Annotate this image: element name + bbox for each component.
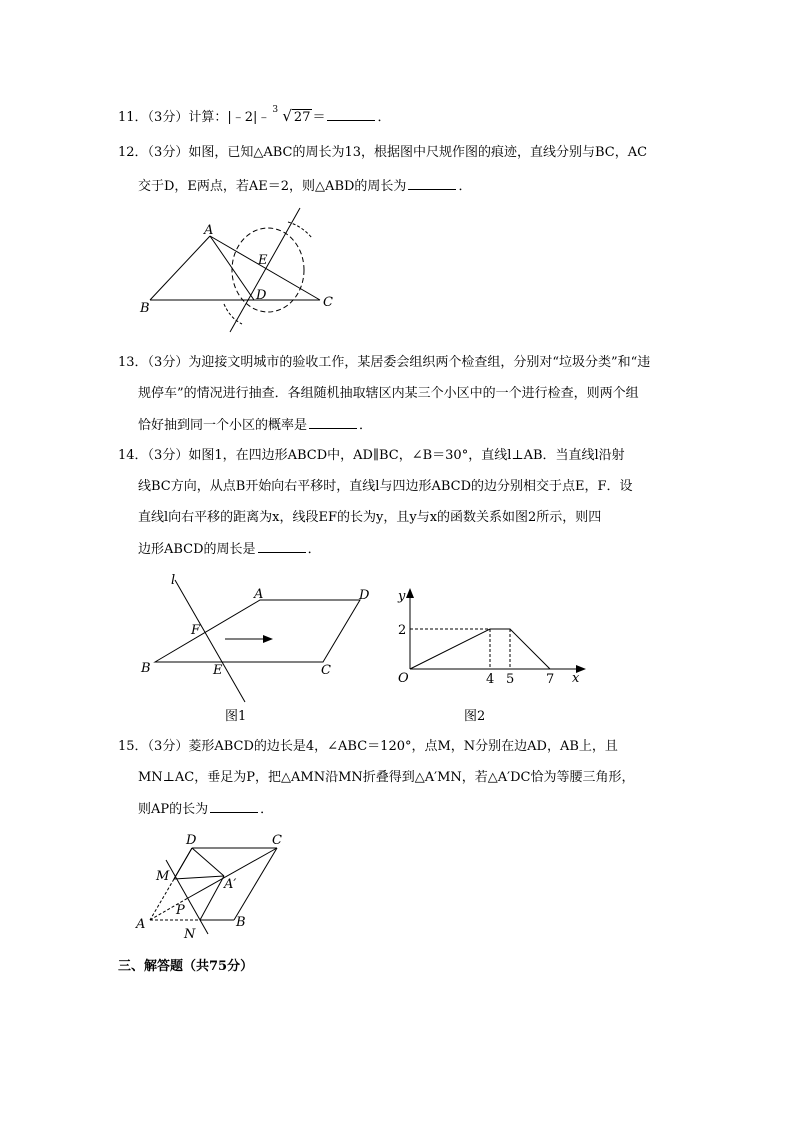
question-14-line3: 直线l向右平移的距离为x，线段EF的长为y，且y与x的函数关系如图2所示，则四 — [138, 510, 602, 525]
series-line — [410, 629, 550, 669]
question-14-line2: 线BC方向，从点B开始向右平移时，直线l与四边形ABCD的边分别相交于点E，F．设 — [138, 479, 633, 494]
question-14-line4: 边形ABCD的周长是 ． — [138, 542, 321, 557]
question-13-line2: 规停车”的情况进行抽查．各组随机抽取辖区内某三个小区中的一个进行检查，则两个组 — [138, 386, 639, 401]
question-12 — [118, 144, 647, 162]
question-12-line2: 交于D，E两点，若AE＝2，则△ABD的周长为 ． — [138, 179, 472, 194]
q14-score: （3分） — [147, 448, 189, 463]
q15-line1: 菱形ABCD的边长是4，∠ABC＝120°，点M，N分别在边AD，AB上，且 — [188, 739, 618, 754]
q12-figure — [130, 200, 340, 340]
q11-score: （3分） — [147, 110, 189, 125]
section-3-heading: 三、解答题（共75分） — [118, 959, 254, 974]
y-tick-label: 2 — [398, 623, 407, 638]
q11-text-b: ＝ — [312, 110, 326, 125]
label-P: P — [176, 903, 185, 918]
q15-number: 15． — [118, 739, 148, 754]
question-11: 11．（3分）计算：|﹣2|﹣ 3 √ 27 ＝ ． — [118, 105, 391, 125]
label-B: B — [236, 915, 246, 930]
question-14 — [118, 447, 625, 465]
label-A: A — [254, 587, 264, 602]
label-C: C — [323, 295, 333, 310]
label-A: A — [204, 223, 214, 238]
y-axis-label: y — [398, 589, 406, 604]
x-axis-label: x — [572, 671, 580, 686]
label-D: D — [256, 288, 267, 303]
q12-line1: 如图，已知△ABC的周长为13，根据图中尺规作图的痕迹，直线分别与BC，AC — [188, 145, 648, 160]
answer-blank[interactable] — [408, 177, 456, 190]
question-15-line2: MN⊥AC，垂足为P，把△AMN沿MN折叠得到△A′MN，若△A′DC恰为等腰三角形， — [138, 770, 635, 785]
q15-figure — [132, 826, 302, 941]
label-M: M — [156, 869, 170, 884]
q13-number: 13． — [118, 355, 148, 370]
q15-score: （3分） — [147, 739, 189, 754]
label-E: E — [213, 663, 223, 678]
answer-blank[interactable] — [327, 108, 375, 121]
question-15-line3: 则AP的长为 ． — [138, 802, 274, 817]
q14-line1: 如图1，在四边形ABCD中，AD∥BC，∠B＝30°，直线l⊥AB．当直线l沿射 — [188, 448, 625, 463]
q13-line1: 为迎接文明城市的验收工作，某居委会组织两个检查组，分别对“垃圾分类”和“违 — [188, 355, 651, 370]
q14-figure-1 — [135, 572, 380, 727]
answer-blank[interactable] — [210, 800, 258, 813]
question-13 — [118, 354, 650, 372]
x-tick-label: 7 — [546, 672, 555, 687]
q14-figure-2-chart — [390, 582, 590, 727]
q11-number: 11． — [118, 110, 148, 125]
x-tick-label: 4 — [486, 672, 495, 687]
cube-root: 3 √ 27 — [272, 105, 311, 125]
figure-2-caption: 图2 — [464, 709, 486, 724]
label-B: B — [140, 301, 150, 316]
label-D: D — [186, 833, 197, 848]
q12-number: 12． — [118, 145, 148, 160]
label-N: N — [184, 927, 196, 941]
answer-blank[interactable] — [309, 416, 357, 429]
label-A-prime: A′ — [224, 877, 237, 892]
label-B: B — [141, 661, 151, 676]
q11-text-a: 计算：|﹣2|﹣ — [188, 110, 271, 125]
label-C: C — [272, 833, 282, 848]
label-l: l — [171, 573, 176, 588]
label-D: D — [359, 588, 370, 603]
figure-1-caption: 图1 — [225, 709, 247, 724]
question-13-line3: 恰好抽到同一个小区的概率是 ． — [138, 418, 373, 433]
label-A: A — [136, 917, 146, 932]
label-E: E — [258, 253, 268, 268]
q13-score: （3分） — [147, 355, 189, 370]
question-15 — [118, 738, 618, 756]
label-C: C — [321, 663, 331, 678]
q12-score: （3分） — [147, 145, 189, 160]
q14-number: 14． — [118, 448, 148, 463]
origin-label: O — [398, 671, 409, 686]
label-F: F — [191, 623, 201, 638]
answer-blank[interactable] — [258, 540, 306, 553]
x-tick-label: 5 — [506, 672, 515, 687]
